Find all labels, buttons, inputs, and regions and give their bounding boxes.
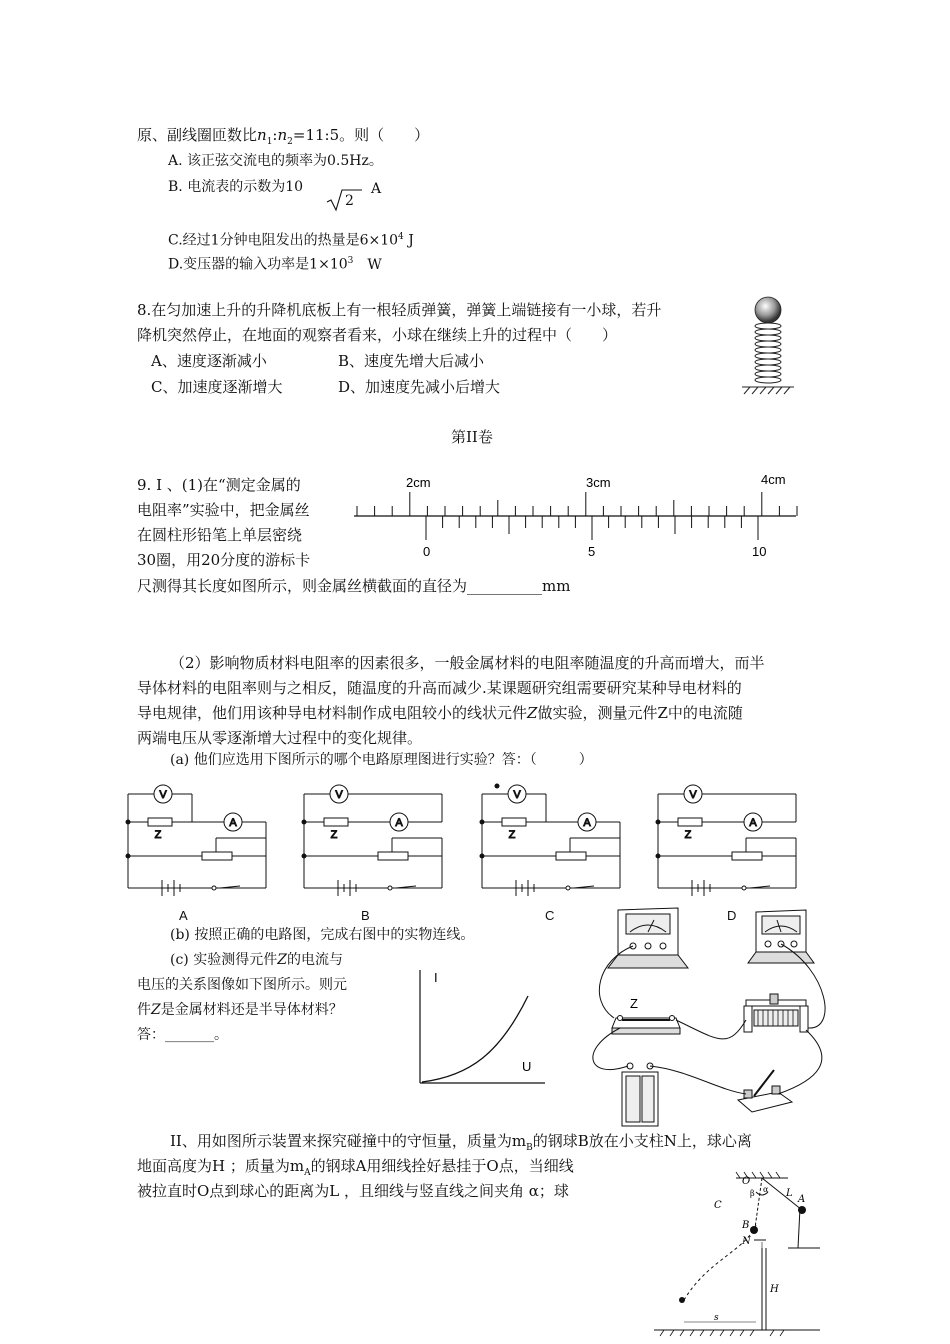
n1-symbol: n	[257, 126, 267, 144]
main-label-4cm: 4cm	[761, 472, 786, 487]
part-ii-line-2-text: 地面高度为H ；质量为m	[137, 1157, 305, 1175]
q9-p2-line-1: （2）影响物质材料电阻率的因素很多，一般金属材料的电阻率随温度的升高而增大，而半	[170, 654, 765, 672]
circuit-c	[480, 785, 620, 896]
n2-subscript: 2	[287, 137, 293, 147]
q8-line-2: 降机突然停止，在地面的观察者看来，小球在继续上升的过程中（ ）	[137, 326, 618, 344]
rheostat-symbol	[378, 852, 408, 860]
z-label: Z	[684, 829, 692, 841]
rheostat-symbol	[202, 852, 232, 860]
q7-option-d-text: D.变压器的输入功率是1×10	[168, 256, 348, 273]
junction-dot	[302, 820, 306, 824]
part-ii-line-2-end: 的钢球A用细线拴好悬挂于O点，当细线	[310, 1157, 574, 1175]
ratio-colon: :	[272, 126, 278, 144]
ball	[755, 297, 781, 323]
z-label: Z	[330, 829, 338, 841]
part-ii-line-1-end: 的钢球B放在小支柱N上，球心离	[532, 1132, 752, 1150]
q7-option-c	[168, 226, 414, 252]
vernier-scale-ticks	[426, 516, 758, 540]
circuit-label-b: B	[361, 908, 370, 923]
q9-p2-line-3	[137, 702, 743, 724]
q9-line-4: 30圈，用20分度的游标卡	[137, 551, 311, 569]
label-h: H	[770, 1284, 779, 1295]
question-c-line-3-end: 是金属材料还是半导体材料？	[160, 1002, 343, 1018]
q7-option-d	[168, 250, 382, 276]
question-c-line-3	[137, 999, 343, 1021]
n1-subscript: 1	[266, 137, 273, 147]
q7-option-c-exponent: 4	[398, 232, 404, 242]
question-c-text: (c) 实验测得元件	[170, 952, 278, 968]
ball-a	[798, 1206, 806, 1214]
circuit-label-a: A	[179, 908, 188, 923]
switch-contact	[742, 886, 746, 890]
q8-option-b: B、速度先增大后减小	[338, 352, 485, 370]
q9-line-2: 电阻率”实验中，把金属丝	[137, 501, 310, 519]
junction-dot	[480, 820, 484, 824]
iu-curve	[422, 996, 528, 1082]
rheostat-symbol	[732, 852, 762, 860]
spring-coils	[755, 323, 781, 383]
voltmeter-label: V	[335, 789, 343, 801]
spring-ball-figure	[738, 294, 798, 399]
n2-symbol: n	[277, 126, 288, 144]
switch-contact	[388, 886, 392, 890]
vernier-label-10: 10	[752, 544, 767, 559]
q8-line-1: 8.在匀加速上升的升降机底板上有一根轻质弹簧，弹簧上端链接有一小球，若升	[137, 301, 662, 319]
switch-contact	[212, 886, 216, 890]
junction-dot	[656, 820, 660, 824]
label-alpha: α	[763, 1185, 769, 1194]
section-title: 第II卷	[451, 428, 493, 446]
label-l: L	[786, 1188, 793, 1199]
voltmeter-label: V	[159, 789, 167, 801]
switch-device	[738, 1070, 792, 1112]
mb-subscript: B	[526, 1143, 533, 1153]
main-scale-ticks	[357, 492, 797, 516]
q7-option-b-text: B. 电流表的示数为10	[168, 179, 304, 195]
q7-option-b	[168, 176, 303, 198]
junction-dot	[302, 854, 306, 858]
graph-ylabel: I	[434, 970, 438, 985]
voltmeter-label: V	[513, 789, 521, 801]
switch-contact	[566, 886, 570, 890]
label-c: C	[714, 1200, 722, 1211]
question-c-line-1	[170, 949, 343, 971]
z-resistor	[148, 818, 172, 826]
ammeter-label: A	[229, 817, 237, 829]
q7-stem	[137, 124, 429, 153]
label-n: N	[742, 1236, 751, 1247]
pendulum-collision-figure	[648, 1170, 823, 1340]
junction-dot	[126, 820, 130, 824]
q7-stem-text: 原、副线圈匝数比	[137, 126, 258, 144]
circuit-a	[126, 785, 266, 896]
element-z-symbol-c: Z	[277, 952, 287, 968]
voltmeter-label: V	[689, 789, 697, 801]
z-label: Z	[154, 829, 162, 841]
ammeter-device	[748, 910, 814, 963]
label-o: O	[742, 1176, 751, 1187]
ammeter-label: A	[395, 817, 403, 829]
label-beta: β	[750, 1189, 755, 1198]
ground-hatch	[742, 387, 794, 394]
iu-graph	[410, 968, 550, 1088]
q7-option-c-unit: J	[403, 232, 414, 249]
q7-option-c-text: C.经过1分钟电阻发出的热量是6×10	[168, 232, 399, 249]
label-s: s	[714, 1313, 719, 1323]
q7-option-d-exponent: 3	[347, 256, 354, 266]
q7-option-b-unit: A	[371, 181, 382, 197]
q9-p2-line-2: 导体材料的电阻率则与之相反，随温度的升高而减少.某课题研究组需要研究某种导电材料的	[137, 679, 742, 697]
question-b: (b) 按照正确的电路图，完成右图中的实物连线。	[170, 927, 475, 943]
q8-option-a: A、速度逐渐减小	[151, 352, 267, 370]
answer-blank-c: 答：_______。	[137, 1027, 228, 1043]
question-c-line-3-text: 件	[137, 1002, 151, 1018]
part-ii-line-1-text: II、用如图所示装置来探究碰撞中的守恒量，质量为m	[170, 1132, 527, 1150]
label-b: B	[742, 1220, 750, 1231]
question-a: (a) 他们应选用下图所示的哪个电路原理图进行实验？答：（ ）	[170, 752, 593, 768]
battery-device	[622, 1063, 658, 1126]
q7-option-a: A. 该正弦交流电的频率为0.5Hz。	[168, 153, 383, 169]
q9-line-1: 9. I 、(1)在“测定金属的	[137, 476, 301, 494]
z-resistor	[324, 818, 348, 826]
circuit-label-d: D	[727, 908, 737, 923]
landing-point	[679, 1297, 685, 1303]
z-resistor	[678, 818, 702, 826]
main-label-2cm: 2cm	[406, 475, 431, 490]
physical-apparatus	[578, 900, 848, 1140]
ammeter-label: A	[749, 817, 757, 829]
ball-b	[750, 1226, 758, 1234]
element-z-symbol: Z	[527, 704, 538, 722]
q9-p2-line-3-text: 导电规律，他们用该种导电材料制作成电阻较小的线状元件	[137, 704, 528, 722]
z-element-label: Z	[630, 996, 638, 1011]
q7-option-d-unit: W	[367, 256, 382, 273]
voltmeter-device	[608, 908, 688, 968]
q9-p2-line-3-end: 做实验，测量元件Z中的电流随	[537, 704, 743, 722]
marker-dot	[495, 784, 500, 789]
label-a: A	[798, 1194, 806, 1205]
part-ii-line-3: 被拉直时O点到球心的距离为L ，且细线与竖直线之间夹角 α；球	[137, 1182, 569, 1200]
question-c-text-end: 的电流与	[286, 952, 343, 968]
question-c-line-2: 电压的关系图像如下图所示。则元	[137, 977, 347, 993]
ammeter-label: A	[583, 817, 591, 829]
q7-stem-end: =11:5。则（ ）	[292, 126, 430, 144]
q9-line-3: 在圆柱形铅笔上单层密绕	[137, 526, 303, 544]
q8-option-c: C、加速度逐渐增大	[151, 378, 283, 396]
q8-option-d: D、加速度先减小后增大	[338, 378, 501, 396]
junction-dot	[480, 854, 484, 858]
q9-line-5: 尺测得其长度如图所示，则金属丝横截面的直径为__________mm	[137, 577, 571, 595]
graph-xlabel: U	[522, 1059, 532, 1074]
element-z-symbol-c3: Z	[151, 1002, 161, 1018]
rheostat-symbol	[556, 852, 586, 860]
sqrt-radicand: 2	[345, 193, 354, 209]
junction-dot	[656, 854, 660, 858]
vernier-label-5: 5	[588, 544, 596, 559]
circuit-label-c: C	[545, 908, 555, 923]
z-element-board	[612, 1016, 680, 1035]
circuit-b	[302, 785, 442, 896]
z-resistor	[502, 818, 526, 826]
rheostat-device	[744, 994, 808, 1032]
z-label: Z	[508, 829, 516, 841]
ma-subscript: A	[304, 1168, 311, 1178]
junction-dot	[126, 854, 130, 858]
main-label-3cm: 3cm	[586, 475, 611, 490]
vernier-caliper	[350, 474, 800, 564]
q9-p2-line-4: 两端电压从零逐渐增大过程中的变化规律。	[137, 729, 423, 747]
vernier-label-0: 0	[423, 544, 431, 559]
circuit-d	[656, 785, 796, 896]
